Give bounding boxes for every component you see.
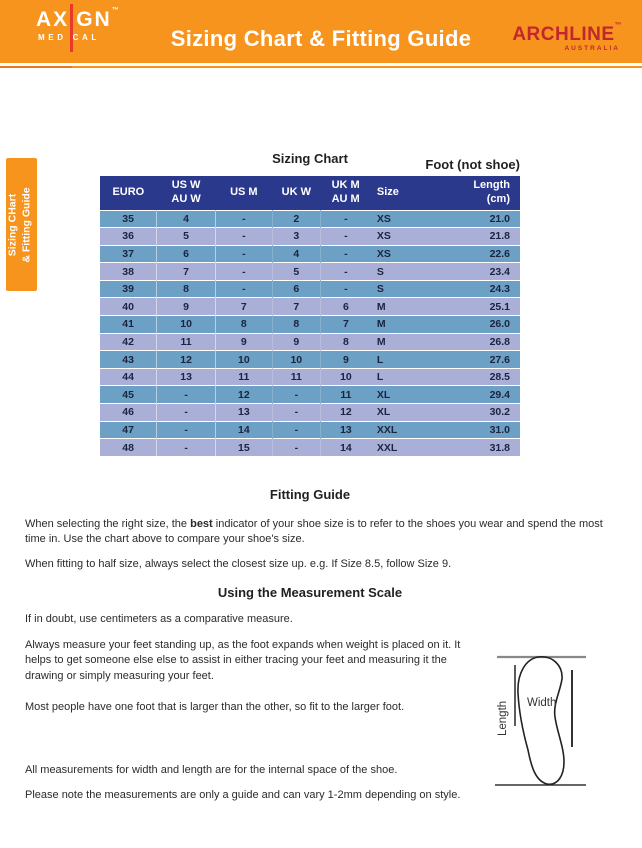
table-cell: 42 — [100, 333, 157, 351]
trademark-symbol: ™ — [614, 22, 622, 29]
table-cell: 46 — [100, 404, 157, 422]
width-label: Width — [527, 697, 557, 709]
table-cell: 22.6 — [489, 247, 510, 260]
table-row — [100, 404, 520, 422]
table-cell: XS — [376, 247, 391, 260]
header-divider — [0, 66, 642, 68]
side-tab-sizing-chart — [6, 158, 37, 291]
table-header-row — [100, 176, 520, 210]
axign-red-line-icon — [70, 4, 73, 52]
table-row — [100, 245, 520, 263]
table-cell: 7 — [215, 298, 272, 316]
table-cell: M — [376, 318, 386, 331]
table-cell: 7 — [342, 318, 349, 331]
table-cell: 6 — [342, 300, 349, 313]
table-cell: M — [376, 335, 386, 348]
axign-logo — [36, 9, 121, 42]
table-cell: XS — [376, 230, 391, 243]
axign-logo-sub: MED CAL — [38, 33, 100, 42]
table-cell: - — [157, 421, 216, 439]
table-cell: 12 — [157, 351, 216, 369]
table-row — [100, 298, 520, 316]
note-guide-variance: Please note the measurements are only a guide and can vary 1-2mm depending on style. — [25, 789, 461, 801]
table-cell: 11 — [157, 333, 216, 351]
table-row — [100, 316, 520, 334]
table-cell: - — [157, 386, 216, 404]
column-header: US W AU W — [171, 179, 201, 205]
table-cell: 44 — [100, 368, 157, 386]
table-cell: 10 — [340, 371, 352, 384]
foot-outline-icon — [518, 657, 564, 784]
table-cell: - — [215, 245, 272, 263]
note-internal-space: All measurements for width and length are for the internal space of the shoe. — [25, 764, 398, 776]
table-cell: XL — [376, 388, 391, 401]
table-row — [100, 210, 520, 228]
table-cell: - — [344, 212, 348, 225]
table-cell: - — [272, 421, 320, 439]
table-cell: 8 — [215, 316, 272, 334]
table-cell: XL — [376, 406, 391, 419]
table-cell: - — [344, 230, 348, 243]
fitting-paragraph-2: When fitting to half size, always select the closest size up. e.g. If Size 8.5, follow Size 9. — [25, 558, 452, 570]
table-row — [100, 368, 520, 386]
table-cell: 31.0 — [489, 423, 510, 436]
table-cell: 11 — [272, 368, 320, 386]
table-cell: L — [376, 353, 384, 366]
table-cell: 7 — [157, 263, 216, 281]
table-row — [100, 263, 520, 281]
table-cell: 47 — [100, 421, 157, 439]
table-cell: 27.6 — [489, 353, 510, 366]
table-cell: 8 — [157, 280, 216, 298]
table-cell: 9 — [272, 333, 320, 351]
table-cell: 9 — [215, 333, 272, 351]
table-cell: S — [376, 265, 384, 278]
table-cell: - — [272, 404, 320, 422]
fitting-paragraph-1: When selecting the right size, the best indicator of your shoe size is to refer to the shoes you wear and spend the most time in. Use the chart above to compare your shoe's size. — [25, 518, 603, 546]
table-cell: 11 — [215, 368, 272, 386]
table-cell: - — [272, 386, 320, 404]
table-cell: - — [215, 228, 272, 246]
table-cell: 6 — [157, 245, 216, 263]
table-cell: 5 — [272, 263, 320, 281]
table-row — [100, 386, 520, 404]
column-header: EURO — [112, 185, 145, 198]
table-cell: 4 — [272, 245, 320, 263]
table-cell: 21.0 — [489, 212, 510, 225]
length-label: Length — [497, 700, 509, 736]
table-cell: 38 — [100, 263, 157, 281]
foot-measurement-diagram — [494, 646, 642, 794]
table-cell: XS — [376, 212, 391, 225]
column-header: Length (cm) — [473, 179, 510, 205]
table-cell: 24.3 — [489, 283, 510, 296]
table-cell: 8 — [342, 335, 349, 348]
sizing-chart-title: Sizing Chart — [272, 151, 348, 166]
measurement-paragraph-3: Most people have one foot that is larger than the other, so fit to the larger foot. — [25, 701, 405, 713]
table-cell: 26.0 — [489, 318, 510, 331]
table-row — [100, 228, 520, 246]
table-cell: - — [157, 439, 216, 457]
table-cell: 21.8 — [489, 230, 510, 243]
fitting-guide-heading: Fitting Guide — [269, 487, 351, 502]
table-cell: 13 — [340, 423, 352, 436]
column-header: UK W — [281, 185, 311, 198]
table-cell: 48 — [100, 439, 157, 457]
table-cell: 31.8 — [489, 441, 510, 454]
table-cell: 36 — [100, 228, 157, 246]
table-cell: 9 — [342, 353, 349, 366]
table-cell: 7 — [272, 298, 320, 316]
table-cell: 4 — [157, 210, 216, 228]
measurement-paragraph-1: If in doubt, use centimeters as a comparative measure. — [25, 613, 293, 625]
table-cell: - — [157, 404, 216, 422]
side-tab-label: Sizing CHart & Fitting Guide — [6, 186, 32, 263]
table-cell: 13 — [157, 368, 216, 386]
bold-best: best — [190, 518, 213, 530]
table-cell: 14 — [340, 441, 352, 454]
header-band — [0, 0, 642, 63]
table-cell: 10 — [215, 351, 272, 369]
table-cell: - — [215, 263, 272, 281]
trademark-symbol: ™ — [111, 7, 121, 14]
table-row — [100, 333, 520, 351]
column-header: US M — [230, 185, 258, 198]
archline-logo-name: ARCHLINE™ — [512, 22, 622, 45]
sizing-table — [100, 176, 520, 456]
table-cell: 3 — [272, 228, 320, 246]
table-cell: 8 — [272, 316, 320, 334]
foot-not-shoe-label: Foot (not shoe) — [425, 157, 520, 172]
measurement-paragraph-2: Always measure your feet standing up, as the foot expands when weight is placed on it. It helps to get someone else else to assist in either tracing your feet and measuring it the drawing or simply measuring your feet. — [25, 639, 461, 682]
table-cell: 2 — [272, 210, 320, 228]
table-cell: XXL — [376, 423, 398, 436]
archline-logo — [512, 22, 622, 52]
column-header: Size — [376, 185, 399, 198]
table-cell: 26.8 — [489, 335, 510, 348]
table-cell: XXL — [376, 441, 398, 454]
table-cell: 41 — [100, 316, 157, 334]
table-cell: 11 — [340, 388, 352, 401]
table-cell: L — [376, 371, 384, 384]
table-cell: - — [272, 439, 320, 457]
table-row — [100, 439, 520, 457]
page-title: Sizing Chart & Fitting Guide — [170, 26, 472, 51]
table-cell: 30.2 — [489, 406, 510, 419]
table-cell: 37 — [100, 245, 157, 263]
table-cell: 6 — [272, 280, 320, 298]
table-cell: 28.5 — [489, 371, 510, 384]
table-cell: - — [215, 210, 272, 228]
table-cell: 14 — [215, 421, 272, 439]
table-cell: 15 — [215, 439, 272, 457]
archline-logo-sub: AUSTRALIA — [564, 45, 620, 52]
table-cell: 25.1 — [489, 300, 510, 313]
table-cell: 12 — [340, 406, 352, 419]
column-header: UK M AU M — [331, 179, 360, 205]
table-row — [100, 421, 520, 439]
table-cell: 23.4 — [489, 265, 510, 278]
table-cell: 9 — [157, 298, 216, 316]
table-cell: 13 — [215, 404, 272, 422]
table-row — [100, 351, 520, 369]
table-cell: - — [215, 280, 272, 298]
table-cell: - — [344, 247, 348, 260]
table-row — [100, 280, 520, 298]
table-cell: 40 — [100, 298, 157, 316]
axign-logo-name: AX GN™ — [36, 7, 121, 31]
table-cell: S — [376, 283, 384, 296]
table-cell: M — [376, 300, 386, 313]
table-cell: - — [344, 265, 348, 278]
table-cell: 10 — [272, 351, 320, 369]
measurement-scale-heading: Using the Measurement Scale — [217, 585, 403, 600]
table-cell: 39 — [100, 280, 157, 298]
table-cell: - — [344, 283, 348, 296]
table-cell: 12 — [215, 386, 272, 404]
table-cell: 29.4 — [489, 388, 510, 401]
table-cell: 35 — [100, 210, 157, 228]
table-cell: 45 — [100, 386, 157, 404]
table-cell: 10 — [157, 316, 216, 334]
table-cell: 5 — [157, 228, 216, 246]
table-cell: 43 — [100, 351, 157, 369]
